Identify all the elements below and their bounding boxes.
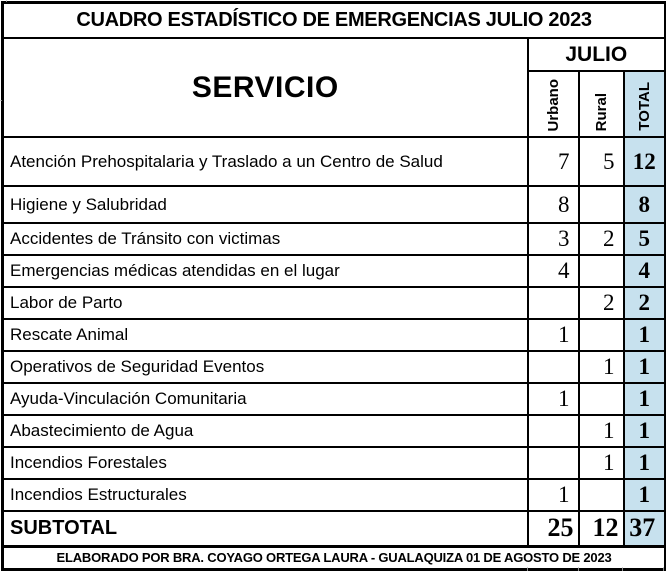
table-row [3,186,666,223]
total-value-cell: 5 [624,223,666,255]
table-row [3,383,666,415]
rural-value-cell [579,186,624,223]
rural-value-cell: 2 [579,223,624,255]
header-row-month [3,38,666,71]
table-row [3,255,666,287]
table-row [3,287,666,319]
emergency-statistics-table [1,1,666,571]
table-row [3,447,666,479]
urbano-value-cell: 1 [528,383,579,415]
service-label-cell: Labor de Parto [3,287,528,319]
total-value-cell: 2 [624,287,666,319]
total-value-cell: 1 [624,319,666,351]
rural-value-cell [579,479,624,511]
urbano-value-cell [528,447,579,479]
urbano-value-cell: 7 [528,137,579,186]
total-column-label: TOTAL [635,82,653,131]
urbano-value-cell: 8 [528,186,579,223]
table-row [3,479,666,511]
urbano-value-cell: 4 [528,255,579,287]
subtotal-rural-value: 12 [579,511,624,546]
service-label-cell: Atención Prehospitalaria y Traslado a un Centro de Salud [3,137,528,186]
table-row [3,351,666,383]
rural-value-cell: 1 [579,351,624,383]
total-value-cell: 4 [624,255,666,287]
rural-value-cell [579,383,624,415]
rural-value-cell: 5 [579,137,624,186]
rural-value-cell: 2 [579,287,624,319]
service-label-cell: Emergencias médicas atendidas en el lugar [3,255,528,287]
rural-column-label: Rural [592,92,610,131]
gridline-stub [663,567,664,571]
table-title-row [3,3,666,39]
service-label-cell: Rescate Animal [3,319,528,351]
urbano-value-cell: 1 [528,479,579,511]
urbano-value-cell [528,287,579,319]
service-label-cell: Accidentes de Tránsito con victimas [3,223,528,255]
subtotal-urbano-value: 25 [528,511,579,546]
gridline-stub [6,0,7,2]
urbano-value-cell [528,351,579,383]
servicio-header-cell: SERVICIO [3,38,528,137]
total-value-cell: 12 [624,137,666,186]
table-row [3,223,666,255]
gridline-stub [0,100,2,101]
urbano-column-label: Urbano [544,78,562,131]
total-column-header [624,71,666,137]
subtotal-label: SUBTOTAL [3,511,528,546]
service-label-cell: Ayuda-Vinculación Comunitaria [3,383,528,415]
rural-value-cell: 1 [579,447,624,479]
table-row [3,319,666,351]
service-label-cell: Incendios Estructurales [3,479,528,511]
service-label-cell: Higiene y Salubridad [3,186,528,223]
gridline-stub [622,567,623,571]
total-value-cell: 1 [624,415,666,447]
total-value-cell: 1 [624,447,666,479]
footer-note: ELABORADO POR BRA. COYAGO ORTEGA LAURA - GUALAQUIZA 01 DE AGOSTO DE 2023 [3,546,666,569]
urbano-value-cell: 3 [528,223,579,255]
gridline-stub [527,567,528,571]
gridline-stub [578,567,579,571]
subtotal-total-value: 37 [624,511,666,546]
total-value-cell: 1 [624,351,666,383]
julio-header-cell: JULIO [528,38,666,71]
urbano-column-header [528,71,579,137]
urbano-value-cell [528,415,579,447]
service-label-cell: Incendios Forestales [3,447,528,479]
service-label-cell: Operativos de Seguridad Eventos [3,351,528,383]
rural-value-cell [579,255,624,287]
rural-value-cell [579,319,624,351]
service-label-cell: Abastecimiento de Agua [3,415,528,447]
total-value-cell: 8 [624,186,666,223]
table-title: CUADRO ESTADÍSTICO DE EMERGENCIAS JULIO 2023 [3,3,666,39]
rural-value-cell: 1 [579,415,624,447]
footer-row [3,546,666,569]
urbano-value-cell: 1 [528,319,579,351]
table-row [3,137,666,186]
table-row [3,415,666,447]
subtotal-row [3,511,666,546]
rural-column-header [579,71,624,137]
total-value-cell: 1 [624,479,666,511]
total-value-cell: 1 [624,383,666,415]
